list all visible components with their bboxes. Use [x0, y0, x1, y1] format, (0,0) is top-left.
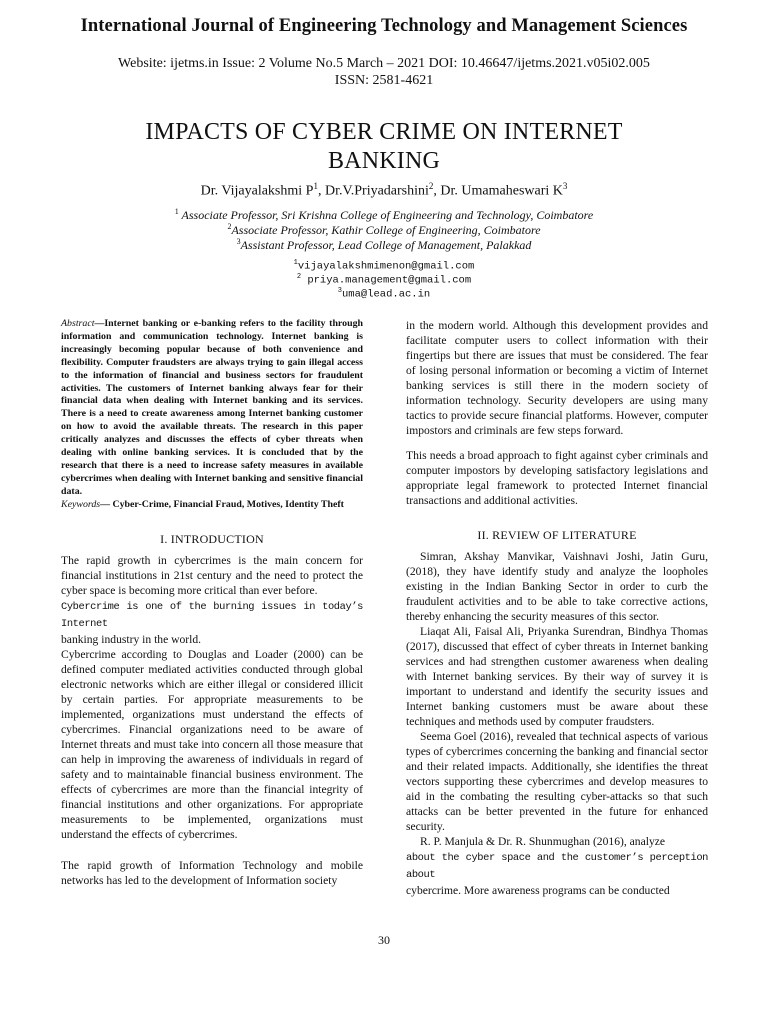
affiliation-superscript: 2 [227, 222, 232, 231]
section-heading-review: II. REVIEW OF LITERATURE [477, 528, 637, 542]
author-email [0, 287, 768, 301]
abstract-text: —Internet banking or e-banking refers to the facility through information and communication technology. Internet banking is increasingly becoming popular because of both convenience and flexibility. Computer fraudsters are always trying to gain illegal access to the information of financial and business sectors for fraudulent activities. The customers of Internet banking always fear for their financial data when dealing with Internet banking and its services. There is a need to create awareness among Internet banking customer on how to avoid the available threats. The research in this paper critically analyzes and discusses the effects of cyber threats when dealing with online banking services. It is concluded that by the research that there is a need to increase safety measures in available cybercrimes when dealing with Internet banking and sensitive financial data. [61, 318, 363, 497]
review-mono-text: about the cyber space and the customer’s perception about [406, 852, 708, 881]
paper-title: IMPACTS OF CYBER CRIME ON INTERNET BANKING [145, 119, 623, 174]
author-email [0, 273, 768, 287]
author-name: Dr. Umamaheswari K [440, 183, 563, 199]
keywords-text: — Cyber-Crime, Financial Fraud, Motives, Identity Theft [100, 498, 344, 510]
author-superscript: 3 [562, 181, 568, 191]
intro-mono-text: Cybercrime is one of the burning issues in today’s Internet [61, 600, 363, 630]
author-superscript: 1 [313, 181, 318, 191]
email-superscript: 2 [296, 273, 302, 281]
section-heading-introduction: I. INTRODUCTION [160, 531, 264, 546]
page-number: 30 [378, 933, 390, 947]
intro-paragraph: Cybercrime according to Douglas and Loader (2000) can be defined computer mediated activities conducted through global electronic networks which are either illegal or considered illicit by certain parties. For appropriate measurements to be implemented, organizations must understand the effects of cybercrimes. Financial organizations need to be aware of Internet threats and must take into concern all those measure that can help in improving the awareness of individuals in regard of safety and to maintainable financial business environment. The effects of cybercrimes are more than the financial integrity of financial institutions and other organizations. For appropriate measurements to be implemented, organizations must understand the effects of cybercrimes. [61, 647, 363, 841]
intro-text-end: banking industry in the world. [61, 632, 202, 646]
intro-paragraph [61, 553, 363, 647]
journal-meta-line: Website: ijetms.in Issue: 2 Volume No.5 March – 2021 DOI: 10.46647/ijetms.2021.v05i02.005 [118, 56, 650, 71]
intro-text: The rapid growth in cybercrimes is the main concern for financial institutions in 21st century and the need to protect the cyber space is becoming more critical than ever before. [61, 553, 363, 597]
affiliation-text: Associate Professor, Kathir College of Engineering, Coimbatore [231, 223, 541, 237]
review-text-end: cybercrime. More awareness programs can be conducted [406, 884, 670, 897]
review-paragraph: Simran, Akshay Manvikar, Vaishnavi Joshi, Jatin Guru, (2018), they have identify study and analyze the loopholes existing in the Indian Banking Sector in order to curb the fraudulent activities and to be able to take corrective actions, thereby enhancing the security measures of this sector. [406, 550, 708, 623]
review-text: R. P. Manjula & Dr. R. Shunmughan (2016), analyze [420, 835, 666, 848]
author-email [0, 259, 768, 273]
email-text: uma@lead.ac.in [341, 288, 431, 301]
email-superscript: 3 [337, 287, 342, 295]
keywords-lead: Keywords [61, 498, 101, 510]
review-paragraph [406, 834, 708, 898]
affiliation-superscript: 1 [174, 207, 179, 216]
intro-paragraph: The rapid growth of Information Technology and mobile networks has led to the development of Information society [61, 858, 363, 887]
author-superscript: 2 [428, 181, 434, 191]
left-column [61, 318, 363, 888]
right-column [406, 318, 708, 898]
author-separator: , [317, 183, 325, 199]
author-list [0, 181, 768, 200]
affiliation-text: Assistant Professor, Lead College of Management, Palakkad [240, 238, 532, 252]
abstract-lead: Abstract [61, 318, 95, 329]
email-text: priya.management@gmail.com [301, 274, 472, 287]
abstract [61, 318, 363, 499]
body-paragraph: This needs a broad approach to fight against cyber criminals and computer impostors by developing satisfactory legislations and appropriate legal framework to protected Internet financial transactions and additional activities. [406, 449, 708, 507]
email-superscript: 1 [293, 259, 298, 267]
author-separator: , [433, 183, 441, 199]
affiliation [0, 222, 768, 238]
affiliation-text: Associate Professor, Sri Krishna College of Engineering and Technology, Coimbatore [178, 208, 594, 222]
affiliation [0, 237, 768, 253]
affiliation [0, 207, 768, 223]
body-paragraph: in the modern world. Although this development provides and facilitate computer users to collect information with their fingertips but there are issues that must be considered. The fear of losing personal information or becoming a victim of Internet banking services is still there in the modern society of information technology. Security developers are using many tactics to provide secure financial platforms. However, computer impostors and criminals are few steps forward. [406, 319, 708, 437]
author-name: Dr.V.Priyadarshini [324, 183, 429, 199]
review-paragraph: Seema Goel (2016), revealed that technical aspects of various types of cybercrimes concerning the banking and financial sector and their related impacts. Additionally, she identifies the threat vectors supporting these cybercrimes and develop measures to aid in the combating the resulting cyber-attacks so that such attacks can be better prevented in the future for enhanced security. [406, 730, 708, 833]
affiliation-superscript: 3 [236, 237, 241, 246]
author-name: Dr. Vijayalakshmi P [200, 183, 314, 199]
issn-line: ISSN: 2581-4621 [334, 73, 434, 88]
keywords [61, 499, 363, 512]
review-paragraph: Liaqat Ali, Faisal Ali, Priyanka Surendran, Bindhya Thomas (2017), discussed that effect of cyber threats in Internet banking services and had strengthen customer awareness when dealing with Internet banking services. By their way of survey it is important to understand and identify the security issues and Internet banking customers must be aware about these techniques and methods used by computer fraudsters. [406, 625, 708, 728]
journal-title: International Journal of Engineering Technology and Management Sciences [80, 16, 688, 36]
email-text: vijayalakshmimenon@gmail.com [297, 260, 475, 273]
